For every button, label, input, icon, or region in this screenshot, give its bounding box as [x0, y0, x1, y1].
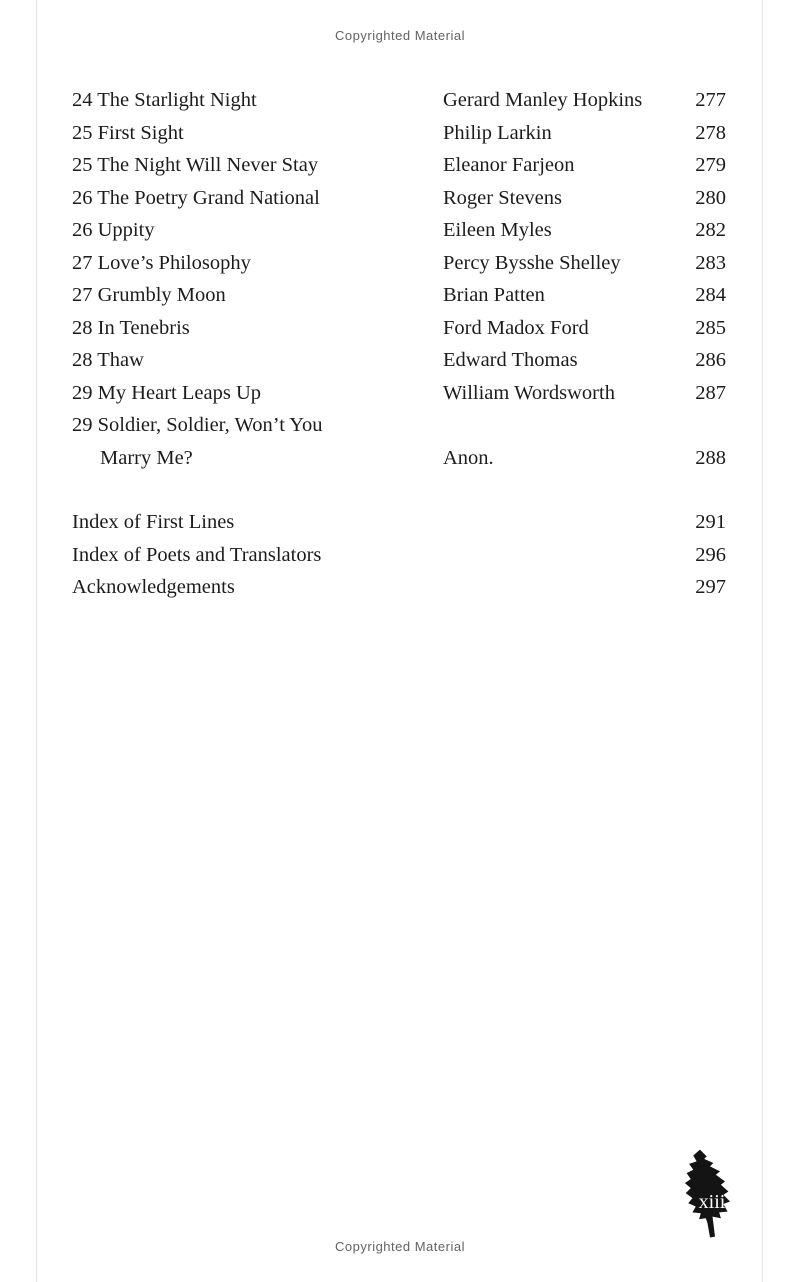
toc-entry-day: 29 [72, 414, 93, 436]
toc-row [72, 214, 726, 247]
toc-entry-page: 287 [695, 381, 726, 404]
toc-entry-author: William Wordsworth [443, 381, 615, 404]
toc-entry-page: 284 [695, 284, 726, 306]
toc-entry-title [72, 377, 443, 410]
toc-entry-title [72, 182, 443, 215]
toc-entry-author: Philip Larkin [443, 121, 552, 144]
toc-entry-title [72, 279, 443, 312]
toc-row [72, 409, 726, 474]
page-footer-emblem [668, 1148, 752, 1240]
toc-entry-title-line [72, 312, 443, 345]
toc-row [72, 149, 726, 182]
toc-entry-title-line [72, 279, 443, 312]
toc-entry-title-text: The Night Will Never Stay [97, 154, 319, 176]
toc-entry-title-text: Thaw [97, 349, 144, 371]
toc-entry-day: 28 [72, 316, 93, 339]
back-matter-row [72, 539, 726, 572]
toc-entry-title [72, 247, 443, 280]
toc-entry-title-line [72, 149, 443, 182]
toc-entry-page: 279 [695, 154, 726, 176]
toc-entry-title-line2: Marry Me? [100, 446, 193, 469]
toc-entry-title-text: Soldier, Soldier, Won’t You [97, 414, 323, 436]
back-matter-title: Acknowledgements [72, 576, 235, 598]
toc-entry-title [72, 149, 443, 182]
copyright-notice-bottom: Copyrighted Material [335, 1239, 465, 1254]
toc-entry-author: Anon. [443, 446, 494, 469]
toc-entry-day: 27 [72, 251, 93, 274]
toc-entry-author: Eileen Myles [443, 219, 552, 241]
toc-entry-title-line [72, 84, 443, 117]
toc-entry-page: 278 [695, 121, 726, 144]
toc-entry-day: 25 [72, 121, 93, 144]
back-matter-page: 296 [695, 543, 726, 566]
page-edge-line-left [36, 0, 37, 1282]
toc-entry-title-text: First Sight [97, 121, 184, 144]
back-matter-title: Index of Poets and Translators [72, 543, 322, 566]
toc-entry-day: 27 [72, 284, 93, 306]
back-matter-list [72, 506, 726, 604]
toc-entry-title-line [72, 182, 443, 215]
toc-entry-title-text: In Tenebris [97, 316, 190, 339]
toc-entry-title-text: My Heart Leaps Up [97, 381, 262, 404]
back-matter-title: Index of First Lines [72, 511, 235, 533]
page-number: xiii [698, 1191, 726, 1213]
toc-entry-title-line [72, 117, 443, 150]
toc-entry-page: 286 [695, 349, 726, 371]
toc-entry-author: Gerard Manley Hopkins [443, 89, 643, 111]
toc-entry-page: 288 [695, 446, 726, 469]
toc-entry-day: 28 [72, 349, 93, 371]
toc-row [72, 182, 726, 215]
table-of-contents [72, 84, 726, 604]
toc-entry-title-line [72, 247, 443, 280]
toc-row [72, 279, 726, 312]
toc-row [72, 247, 726, 280]
toc-entry-title-text: The Starlight Night [97, 89, 257, 111]
toc-entry-title-line [72, 214, 443, 247]
toc-entry-title-text: The Poetry Grand National [97, 186, 320, 209]
toc-entry-title [72, 344, 443, 377]
toc-entry-title-line [72, 344, 443, 377]
toc-entry-author: Ford Madox Ford [443, 316, 589, 339]
toc-row [72, 312, 726, 345]
toc-entry-page: 277 [695, 89, 726, 111]
toc-entry-page: 282 [695, 219, 726, 241]
toc-entry-author: Brian Patten [443, 284, 545, 306]
back-matter-page: 297 [695, 576, 726, 598]
toc-entry-title [72, 84, 443, 117]
toc-entry-title [72, 409, 443, 474]
back-matter-page: 291 [695, 511, 726, 533]
toc-entry-title-text: Uppity [97, 219, 155, 241]
toc-row [72, 117, 726, 150]
toc-entry-author: Eleanor Farjeon [443, 154, 575, 176]
toc-list [72, 84, 726, 474]
toc-entry-title [72, 214, 443, 247]
toc-entry-title-text: Love’s Philosophy [97, 251, 251, 274]
toc-entry-day: 29 [72, 381, 93, 404]
back-matter-row [72, 571, 726, 604]
toc-entry-page: 283 [695, 251, 726, 274]
toc-entry-author: Percy Bysshe Shelley [443, 251, 621, 274]
toc-entry-title-line [72, 409, 443, 442]
toc-row [72, 377, 726, 410]
toc-entry-title-line [72, 377, 443, 410]
toc-row [72, 84, 726, 117]
toc-entry-day: 26 [72, 219, 93, 241]
toc-entry-author: Edward Thomas [443, 349, 578, 371]
toc-entry-page: 285 [695, 316, 726, 339]
copyright-notice-top: Copyrighted Material [335, 28, 465, 43]
back-matter-row [72, 506, 726, 539]
toc-entry-day: 26 [72, 186, 93, 209]
page-edge-line-right [762, 0, 763, 1282]
toc-entry-author: Roger Stevens [443, 186, 562, 209]
toc-entry-title [72, 117, 443, 150]
toc-row [72, 344, 726, 377]
toc-entry-title [72, 312, 443, 345]
toc-entry-page: 280 [695, 186, 726, 209]
toc-entry-day: 24 [72, 89, 93, 111]
toc-entry-title-text: Grumbly Moon [97, 284, 226, 306]
toc-entry-day: 25 [72, 154, 93, 176]
